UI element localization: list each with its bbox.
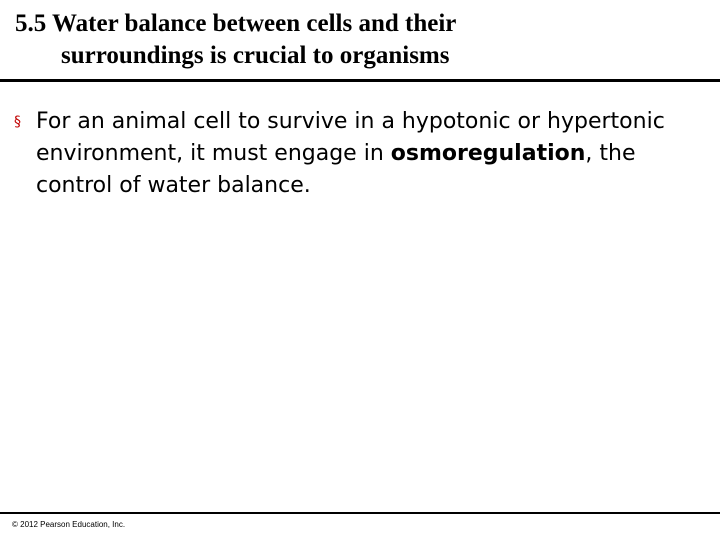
bullet-bold-term: osmoregulation (390, 141, 586, 166)
bullet-text-after: , the control of water balance. (36, 141, 636, 198)
copyright-footer: © 2012 Pearson Education, Inc. (12, 520, 126, 529)
bullet-text (14, 106, 694, 202)
bullet-point (14, 106, 694, 202)
title-divider (0, 79, 720, 82)
footer-divider (0, 512, 720, 514)
slide-title (15, 8, 705, 72)
slide-title-line-1: 5.5 Water balance between cells and their (15, 10, 457, 37)
bullet-marker-icon: § (14, 114, 21, 130)
slide-title-line-2: surroundings is crucial to organisms (61, 42, 450, 69)
bullet-text-before: For an animal cell to survive in a hypotonic or hypertonic environment, it must engage in (36, 109, 665, 166)
